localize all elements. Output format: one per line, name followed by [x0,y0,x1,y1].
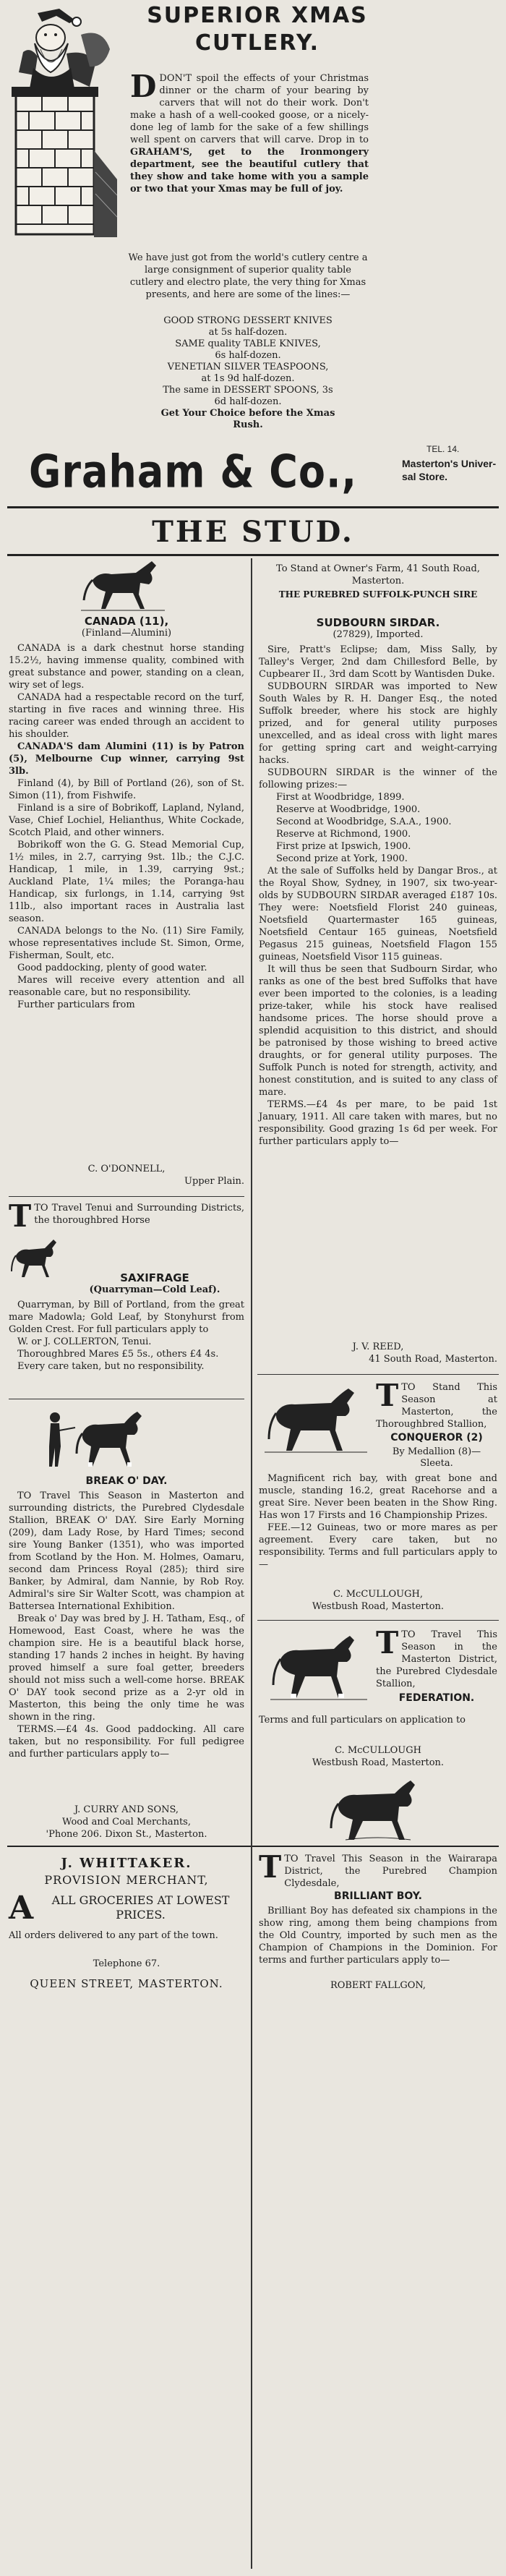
sudbourn-intro-2: THE PUREBRED SUFFOLK-PUNCH SIRE [278,589,478,600]
xmas-items [127,315,369,431]
whittaker-trade: PROVISION MERCHANT, [44,1873,209,1887]
item-teaspoons: VENETIAN SILVER TEASPOONS, [167,362,329,372]
conqueror-intro-text: TO Stand This Season at Masterton, the Thoroughbred Stallion, [376,1382,497,1430]
graham-store-2: sal Store. [402,471,448,482]
item-choice: Get Your Choice before the Xmas [160,408,335,419]
canada-p5: Finland is a sire of Bobrikoff, Lapland, Nyland, Vase, Chief Lochiel, Helianthus, White Cockade, Scotch Plaid, and other winners. [9,803,244,838]
saxifrage-intro [9,1198,244,1234]
saxifrage-p4: Every care taken, but no responsibility. [17,1361,205,1372]
saxifrage-intro-text: TO Travel Tenui and Surrounding Districts, the thoroughbred Horse [34,1203,244,1226]
sudbourn-p8: First prize at Ipswich, 1900. [276,841,411,852]
whittaker-deliver: All orders delivered to any part of the town. [9,1930,218,1941]
conqueror-pedigree: By Medallion (8)— Sleeta. [392,1446,481,1469]
brilliant-name: BRILLIANT BOY. [334,1890,422,1902]
breakoday-p3: TERMS.—£4 4s. Good paddocking. All care taken, but no responsibility. For full pedigree and further particulars apply to— [9,1724,244,1760]
xmas-body-2: GRAHAM'S, get to the Ironmongery department, see the beautiful cutlery that they show and take home with you a sample or two that your Xmas may be full of joy. [130,147,369,195]
xmas-title-2: CUTLERY. [194,30,320,56]
xmas-body [130,69,369,195]
dropcap-T-saxifrage: T [9,1198,32,1234]
canada-contact-addr: Upper Plain. [184,1176,244,1187]
sudbourn-contact-name: J. V. REED, [352,1342,404,1352]
brilliant-intro [259,1849,497,1890]
canada-p4: Finland (4), by Bill of Portland (26), son of St. Simon (11), from Fishwife. [9,778,244,801]
divider-conqueror [257,1620,499,1621]
graham-store [402,457,496,483]
federation-intro [376,1625,497,1690]
federation-name: FEDERATION. [398,1692,475,1704]
whittaker-name: J. WHITTAKER. [61,1856,192,1871]
sudbourn-body [259,644,497,1148]
whittaker-phone: Telephone 67. [93,1958,160,1969]
dropcap-T-conqueror: T [376,1378,399,1413]
sudbourn-number: (27829), Imported. [333,629,424,640]
divider-stud [7,554,499,556]
brilliant-intro-text: TO Travel This Season in the Wairarapa District, the Purebred Champion Clydesdale, [284,1854,497,1889]
sudbourn-p3: SUDBOURN SIRDAR is the winner of the following prizes:— [259,767,497,790]
divider-left-bottom [7,1846,251,1847]
sudbourn-intro: To Stand at Owner's Farm, 41 South Road, Masterton. [276,563,480,587]
canada-body [9,642,244,1011]
breakoday-name: BREAK O' DAY. [85,1475,168,1487]
divider-right-bottom [252,1846,499,1847]
brilliant-contact: ROBERT FALLGON, [330,1980,426,1991]
xmas-intro: We have just got from the world's cutlery centre a large consignment of superior quality table cutlery and electro plate, the very thing for Xmas presents, and here are some of the lines:— [128,252,368,300]
breakoday-contact [9,1804,244,1841]
whittaker-address: QUEEN STREET, MASTERTON. [30,1977,223,1990]
santa-illustration [9,6,117,237]
sudbourn-p2: SUDBOURN SIRDAR was imported to New South Wales by R. H. Danger Esq., the noted Suffolk breeder, where his stock are highly prized, and for general utility purposes unexcelled, and as ideal cross with light mares for getting spring cart and weight-carrying hacks. [259,681,497,766]
item-rush: Rush. [233,419,263,430]
dropcap-T-brilliant: T [259,1849,282,1885]
item-dessert-knives-price: at 5s half-dozen. [208,327,288,338]
conqueror-contact [259,1588,497,1613]
horse-saxifrage-icon [9,1238,61,1280]
item-teaspoons-price: at 1s 9d half-dozen. [201,373,295,384]
saxifrage-p3: Thoroughbred Mares £5 5s., others £4 4s. [17,1349,219,1360]
canada-p8: Good paddocking, plenty of good water. [17,963,207,973]
sudbourn-contact [259,1341,497,1365]
divider-xmas [7,506,499,508]
canada-p1: CANADA is a dark chestnut horse standing 15.2½, having immense quality, combined with great substance and power, standing on a clean, wiry set of legs. [9,643,244,691]
sudbourn-p6: Second at Woodbridge, S.A.A., 1900. [276,816,452,827]
saxifrage-p2: W. or J. COLLERTON, Tenui. [17,1336,152,1347]
divider-canada [9,1196,244,1197]
breakoday-body [9,1490,244,1760]
canada-contact-name: C. O'DONNELL, [87,1164,166,1174]
breakoday-contact-1: J. CURRY AND SONS, [74,1804,179,1815]
saxifrage-p1: Quarryman, by Bill of Portland, from the great mare Madowla; Gold Leaf, by Stonyhurst from Golden Crest. For full particulars apply to [9,1300,244,1335]
canada-contact [9,1163,244,1187]
sudbourn-p12: TERMS.—£4 4s per mare, to be paid 1st January, 1911. All care taken with mares, but no responsibility. Good grazing 1s 6d per week. For further particulars apply to— [259,1099,497,1147]
canada-p6: Bobrikoff won the G. G. Stead Memorial Cup, 1½ miles, in 2.7, carrying 9st. 1lb.; the C.J.C. Handicap, 1 mile, in 1.39, carrying 9st.; Auckland Plate, 1¼ miles; the Poranga-hau Handicap, six furlongs, in 1.14, carrying 9st 11lb., also important races in Australia last season. [9,840,244,924]
federation-intro-text: TO Travel This Season in the Masterton District, the Purebred Clydesdale Stallion, [376,1629,497,1689]
horse-brilliant-icon [324,1778,432,1843]
federation-contact [259,1744,497,1769]
conqueror-body [259,1472,497,1571]
breakoday-p1: TO Travel This Season in Masterton and surrounding districts, the Purebred Clydesdale Stallion, BREAK O' DAY. Sire Early Morning (209), dam Lady Rose, by Hard Times; second sire Young Banker (1351), who was imported from Scotland by the Hon. M. Holmes, Oamaru, second dam Princess Royal (285); third sire Banker, by Admiral, dam Nannie, by Rob Roy. Admiral's sire Sir Walter Scott, was champion at Battersea International Exhibition. [9,1490,244,1612]
breakoday-contact-3: 'Phone 206. Dixon St., Masterton. [46,1829,207,1840]
graham-firm-name: Graham & Co., [29,445,357,498]
conqueror-contact-addr: Westbush Road, Masterton. [312,1601,445,1612]
divider-sudbourn [257,1374,499,1375]
horse-conqueror-icon [262,1384,370,1454]
stud-title: THE STUD. [152,515,354,549]
canada-p3: CANADA'S dam Alumini (11) is by Patron (5), Melbourne Cup winner, carrying 9st 3lb. [9,741,244,777]
sudbourn-p1: Sire, Pratt's Eclipse; dam, Miss Sally, by Talley's Verger, 2nd dam Chillesford Belle, by Cupbearer II., 3rd dam Scott by Wantisden Duke. [259,644,497,680]
item-dessert-knives: GOOD STRONG DESSERT KNIVES [163,315,333,326]
item-dessert-spoons: The same in DESSERT SPOONS, 3s [163,385,333,396]
xmas-title-1: SUPERIOR XMAS [147,3,368,28]
canada-p9: Mares will receive every attention and all reasonable care, but no responsibility. [9,975,244,998]
canada-p7: CANADA belongs to the No. (11) Sire Family, whose representatives include St. Simon, Orme, Fisherman, Soult, etc. [9,926,244,961]
item-table-knives: SAME quality TABLE KNIVES, [175,338,321,349]
column-divider [251,558,252,2569]
breakoday-p2: Break o' Day was bred by J. H. Tatham, Esq., of Homewood, East Coast, where he was the champion sire. He is a beautiful black horse, standing 17 hands 2 inches in height. By having proved himself a sure foal getter, breeders should not miss such a well-come horse. BREAK O' DAY took second prize as a 2-yr old in Masterton, this being the only time he was shown in the ring. [9,1613,244,1723]
item-dessert-spoons-price: 6d half-dozen. [214,396,282,407]
conqueror-p1: Magnificent rich bay, with great bone and muscle, standing 16.2, great Racehorse and a great Sire. Never been beaten in the Show Ring. Has won 17 Firsts and 16 Championship Prizes. [259,1473,497,1521]
federation-terms: Terms and full particulars on application to [259,1715,466,1726]
dropcap-A: A [9,1890,34,1927]
saxifrage-body [9,1299,244,1373]
saxifrage-name: SAXIFRAGE [120,1271,189,1284]
whittaker-body-text: ALL GROCERIES AT LOWEST PRICES. [51,1893,230,1922]
canada-pedigree: (Finland—Alumini) [81,628,172,639]
whittaker-body [9,1890,244,1927]
sudbourn-p4: First at Woodbridge, 1899. [276,792,405,803]
canada-p10: Further particulars from [17,999,135,1010]
graham-tel: TEL. 14. [426,444,460,454]
brilliant-body: Brilliant Boy has defeated six champions in the show ring, among them being champions from the Old Country, imported by such men as the Champion of Champions in the Dominion. For terms and further particulars apply to— [259,1906,497,1966]
item-table-knives-price: 6s half-dozen. [215,350,281,361]
dropcap-T-federation: T [376,1625,399,1660]
sudbourn-p5: Reserve at Woodbridge, 1900. [276,804,421,815]
canada-p2: CANADA had a respectable record on the turf, starting in five races and winning three. His racing career was ended through an accident to his shoulder. [9,692,244,740]
canada-name: CANADA (11), [84,615,169,628]
xmas-body-1: DON'T spoil the effects of your Christmas dinner or the charm of your bearing by carvers that will not do their work. Don't make a hash of a well-cooked goose, or a nicely-done leg of lamb for the sake of a few shillings well spent on carvers that will carve. Drop in to [130,73,369,145]
sudbourn-p10: At the sale of Suffolks held by Dangar Bros., at the Royal Show, Sydney, in 1907, six two-year-olds by SUDBOURN SIRDAR averaged £187 10s. They were: Noetsfield Florist 240 guineas, Noetsfield Quartermaster 165 guineas, Noetsfield Centaur 165 guineas, Noetsfield Pegasus 215 guineas, Noetsfield Flagon 155 guineas, Noetsfield Visor 115 guineas. [259,866,497,963]
graham-store-1: Masterton's Univer- [402,458,497,469]
sudbourn-p7: Reserve at Richmond, 1900. [276,829,411,840]
conqueror-name: CONQUEROR (2) [390,1432,483,1443]
conqueror-contact-name: C. McCULLOUGH, [333,1589,423,1600]
santa-chimney-icon [9,6,117,237]
conqueror-p2: FEE.—12 Guineas, two or more mares as per agreement. Every care taken, but no responsibility. Terms and full particulars apply to— [259,1522,497,1570]
sudbourn-contact-addr: 41 South Road, Masterton. [369,1354,497,1365]
sudbourn-p11: It will thus be seen that Sudbourn Sirdar, who ranks as one of the best bred Suffolks that have ever been imported to the colonies, is a leading prize-taker, while his stock have realised handsome prices. The horse should prove a splendid acquisition to this district, and should be patronised by those wishing to breed active draughts, or for general utility purposes. The Suffolk Punch is noted for strength, activity, and honest constitution, and is suited to any class of mare. [259,964,497,1098]
federation-contact-name: C. McCULLOUGH [335,1745,421,1756]
horse-canada-icon [80,558,166,612]
dropcap-D: D [130,69,157,104]
sudbourn-p9: Second prize at York, 1900. [276,853,408,864]
conqueror-intro [376,1378,497,1430]
horse-federation-icon [269,1632,370,1701]
breakoday-contact-2: Wood and Coal Merchants, [61,1817,191,1827]
horse-breakoday-icon [43,1406,152,1471]
sudbourn-name: SUDBOURN SIRDAR. [316,616,440,629]
saxifrage-pedigree: (Quarryman—Cold Leaf). [89,1284,220,1295]
federation-contact-addr: Westbush Road, Masterton. [312,1757,445,1768]
